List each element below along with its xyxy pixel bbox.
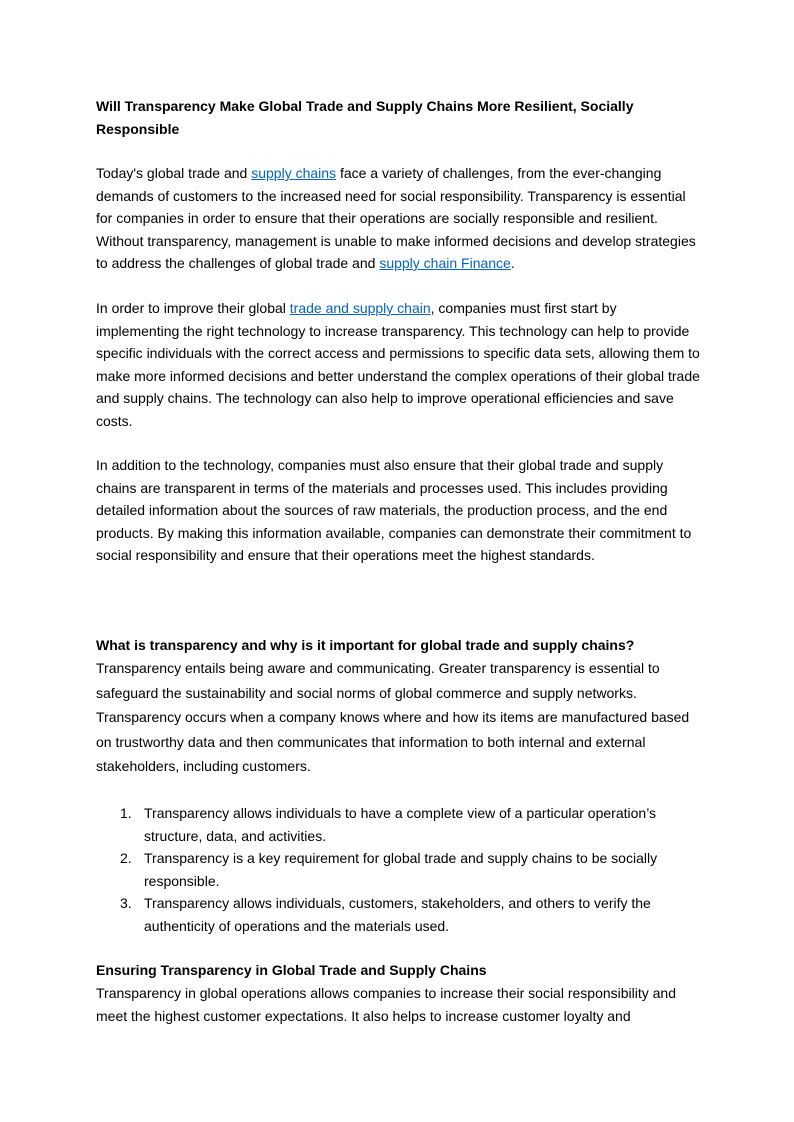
list-item-text: Transparency allows individuals, customers, stakeholders, and others to verify the authenticity of operations and the materials used. xyxy=(144,895,651,934)
p2-text-1: In order to improve their global xyxy=(96,300,290,316)
list-item xyxy=(96,802,702,847)
list-item-text: Transparency allows individuals to have a complete view of a particular operation’s structure, data, and activities. xyxy=(144,805,657,844)
list-item xyxy=(96,892,702,937)
list-number: 1. xyxy=(120,805,132,821)
technology-paragraph xyxy=(96,297,702,432)
intro-text-1: Today's global trade and xyxy=(96,165,252,181)
section-heading-ensuring-transparency: Ensuring Transparency in Global Trade and Supply Chains xyxy=(96,962,487,978)
ensuring-transparency-paragraph: Transparency in global operations allows companies to increase their social responsibility and meet the highest customer expectations. It also helps to increase customer loyalty and xyxy=(96,985,677,1024)
list-number: 3. xyxy=(120,895,132,911)
intro-text-3: . xyxy=(510,255,515,271)
materials-paragraph: In addition to the technology, companies must also ensure that their global trade and supply chains are transparent in terms of the materials and processes used. This includes providing detailed information about the sources of raw materials, the production process, and the end products. By making this information available, companies can demonstrate their commitment to social responsibility and ensure that their operations meet the highest standards. xyxy=(96,457,692,563)
intro-paragraph xyxy=(96,162,702,275)
supply-chains-link[interactable]: supply chains xyxy=(251,165,337,181)
transparency-benefits-list xyxy=(96,802,702,937)
supply-chain-finance-link[interactable]: supply chain Finance xyxy=(379,255,511,271)
list-number: 2. xyxy=(120,850,132,866)
section-heading-what-is-transparency: What is transparency and why is it important for global trade and supply chains? xyxy=(96,637,635,653)
intro-text-2: face a variety of challenges, from the ever-changing demands of customers to the increased need for social responsibility. Transparency is essential for companies in order to ensure that their operations are socially responsible and resilient. Without transparency, management is unable to make informed decisions and develop strategies to address the challenges of global trade and xyxy=(96,165,696,271)
trade-and-supply-chain-link[interactable]: trade and supply chain xyxy=(289,300,431,316)
list-item-text: Transparency is a key requirement for global trade and supply chains to be socially responsible. xyxy=(144,850,658,889)
list-item xyxy=(96,847,702,892)
p2-text-2: , companies must first start by implementing the right technology to increase transparency. This technology can help to provide specific individuals with the correct access and permissions to specific data sets, allowing them to make more informed decisions and better understand the complex operations of their global trade and supply chains. The technology can also help to improve operational efficiencies and save costs. xyxy=(96,300,700,429)
page-title: Will Transparency Make Global Trade and Supply Chains More Resilient, Socially Responsible xyxy=(96,98,634,137)
transparency-definition-paragraph: Transparency entails being aware and communicating. Greater transparency is essential to safeguard the sustainability and social norms of global commerce and supply networks. Transparency occurs when a company knows where and how its items are manufactured based on trustworthy data and then communicates that information to both internal and external stakeholders, including customers. xyxy=(96,660,690,775)
